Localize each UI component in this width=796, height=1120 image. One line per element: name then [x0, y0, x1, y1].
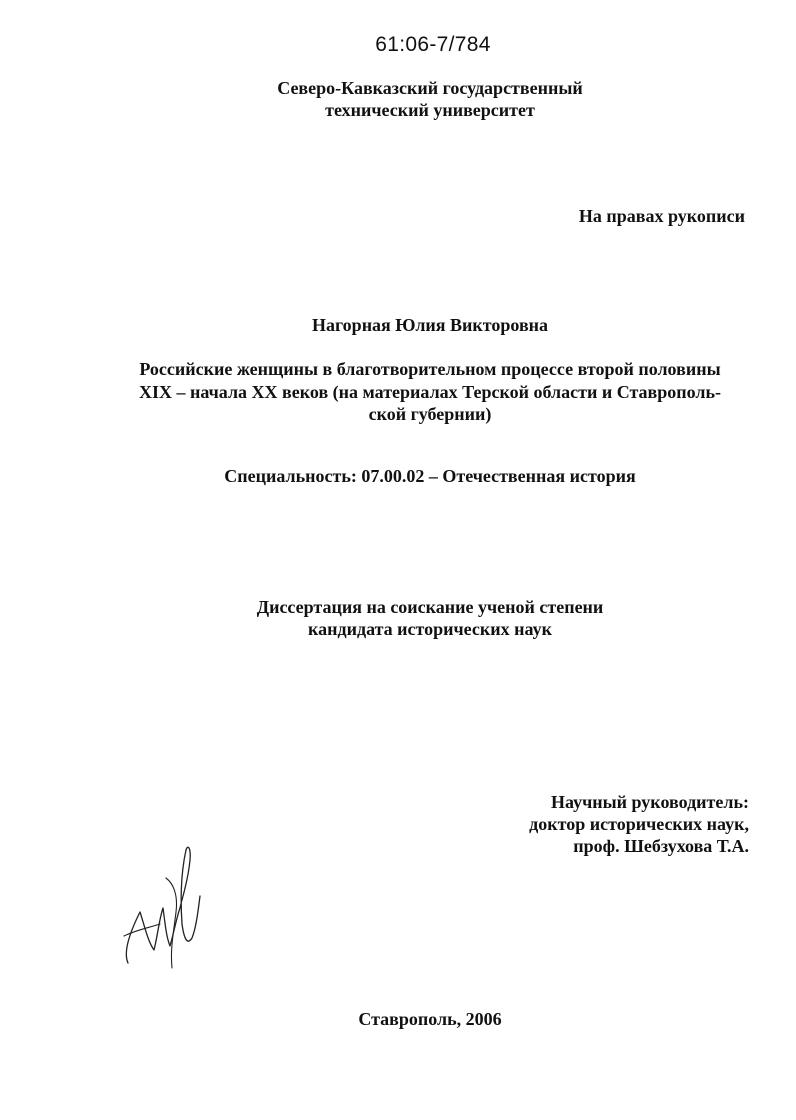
- supervisor-line1: Научный руководитель:: [551, 792, 749, 812]
- university-name-line2: технический университет: [325, 100, 535, 120]
- thesis-title-line2: XIX – начала XX веков (на материалах Терской области и Ставрополь-: [138, 382, 722, 402]
- archive-code: 61:06-7/784: [375, 33, 491, 56]
- supervisor-line3: проф. Шебзухова Т.А.: [573, 836, 749, 856]
- handwritten-signature-icon: [118, 838, 208, 978]
- city-year: Ставрополь, 2006: [358, 1009, 502, 1029]
- specialty: Специальность: 07.00.02 – Отечественная история: [224, 466, 636, 486]
- degree-line2: кандидата исторических наук: [308, 619, 552, 639]
- author-name: Нагорная Юлия Викторовна: [311, 315, 549, 335]
- thesis-title-line1: Российские женщины в благотворительном процессе второй половины: [139, 359, 721, 379]
- supervisor-line2: доктор исторических наук,: [529, 814, 749, 834]
- thesis-title-line3: ской губернии): [368, 404, 492, 424]
- rights-note: На правах рукописи: [578, 206, 745, 226]
- degree-line1: Диссертация на соискание ученой степени: [256, 597, 604, 617]
- university-name-line1: Северо-Кавказский государственный: [277, 78, 583, 98]
